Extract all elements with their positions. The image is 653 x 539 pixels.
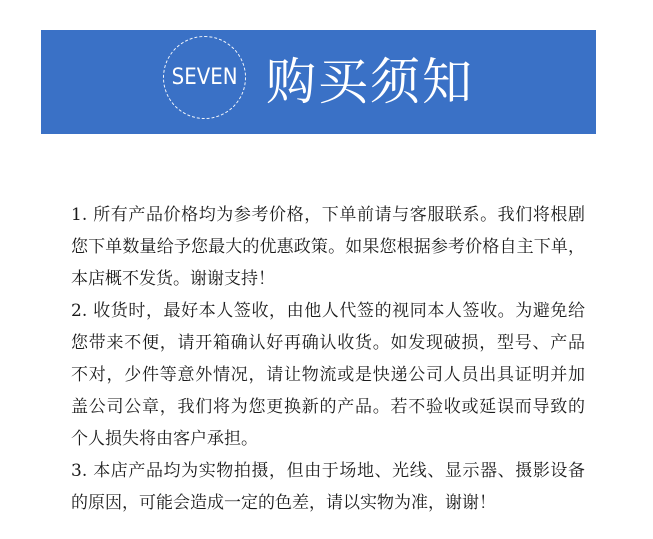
notice-line: 本店概不发货。谢谢支持！ xyxy=(71,269,275,289)
page-title: 购买须知 xyxy=(266,53,474,111)
seven-logo-circle xyxy=(163,36,246,119)
header-banner xyxy=(41,30,596,134)
notice-line: 3. 本店产品均为实物拍摄，但由于场地、光线、显示器、摄影设备 xyxy=(71,461,585,481)
notice-line: 个人损失将由客户承担。 xyxy=(71,429,258,449)
notice-text-block xyxy=(71,199,585,519)
notice-line: 盖公司公章，我们将为您更换新的产品。若不验收或延误而导致的 xyxy=(71,397,585,417)
notice-line: 您下单数量给予您最大的优惠政策。如果您根据参考价格自主下单， xyxy=(71,237,585,257)
notice-line: 的原因，可能会造成一定的色差，请以实物为准，谢谢！ xyxy=(71,493,496,513)
notice-line: 1. 所有产品价格均为参考价格，下单前请与客服联系。我们将根剧 xyxy=(71,205,585,225)
notice-line: 您带来不便，请开箱确认好再确认收货。如发现破损，型号、产品 xyxy=(71,333,585,353)
notice-line: 2. 收货时，最好本人签收，由他人代签的视同本人签收。为避免给 xyxy=(71,301,585,321)
seven-logo-text: SEVEN xyxy=(171,64,238,90)
notice-line: 不对，少件等意外情况，请让物流或是快递公司人员出具证明并加 xyxy=(71,365,585,385)
